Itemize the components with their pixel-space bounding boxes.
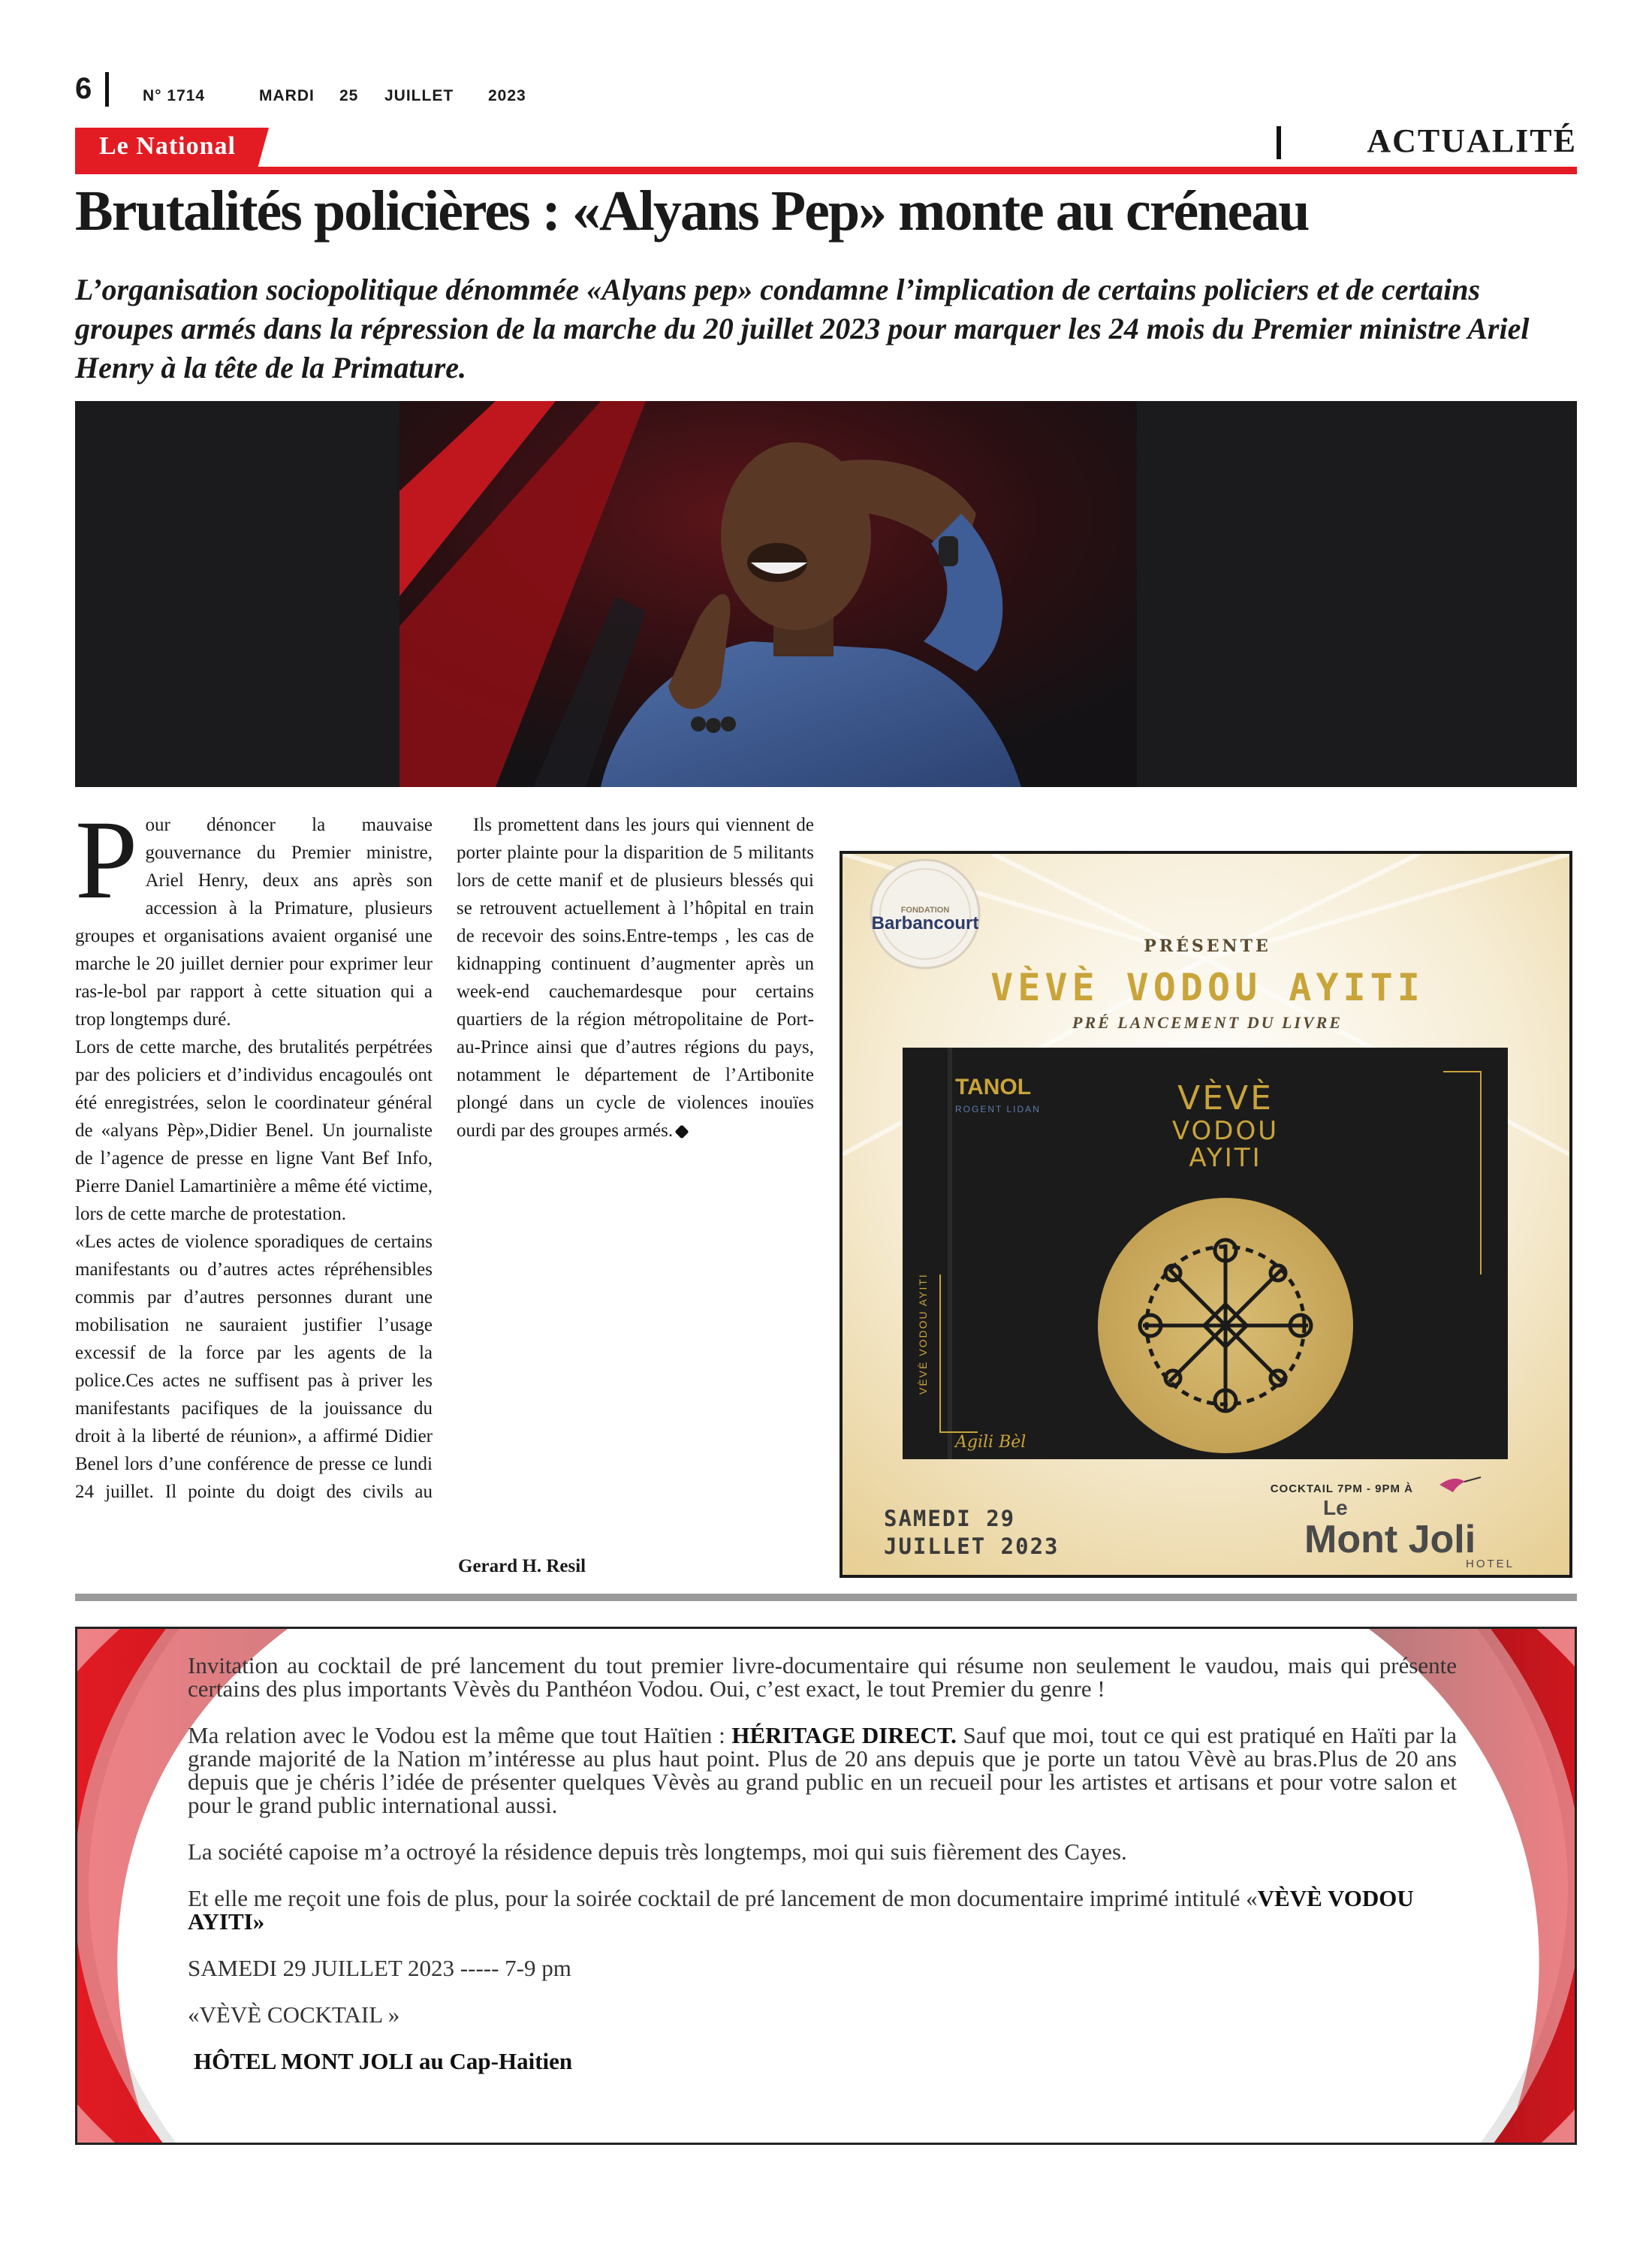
article-lead: L’organisation sociopolitique dénommée «Alyans pep» condamne l’implication de certains policiers et de certains groupes armés dans la répression de la marche du 20 juillet 2023 pour marquer les 24 mois du Premier ministre Ariel Henry à la tête de la Primature. xyxy=(75,273,1530,385)
page-number: 6 xyxy=(75,72,92,105)
invitation-paragraph-2c: Sauf que moi, tout ce qui est pratiqué en Haïti par la grande majorité de la Nation m’intéresse au plus haut point. Plus de 20 ans depuis que je porte un tatou Vèvè au bras.Plus de 20 ans depuis que je chéris l’idée de présenter quelques Vèvès au grand public en un recueil pour les artistes et artisans et pour votre salon et pour le grand public international aussi. xyxy=(188,1722,1457,1818)
poster-subtitle: PRÉ LANCEMENT DU LIVRE xyxy=(1072,1013,1343,1032)
article-byline: Gerard H. Resil xyxy=(458,1556,586,1576)
article-column-2 xyxy=(457,811,814,1145)
sponsor-foundation-label: FONDATION xyxy=(900,906,950,915)
cocktail-time: COCKTAIL 7PM - 9PM À xyxy=(1270,1482,1413,1495)
book-title-line-2: VODOU xyxy=(1171,1116,1280,1146)
book-title-mention: VÈVÈ VODOU AYITI» xyxy=(188,1885,1414,1935)
end-of-article-icon xyxy=(675,1125,689,1139)
drop-cap: P xyxy=(75,798,138,922)
invitation-paragraph-1: Invitation au cocktail de pré lancement du tout premier livre-documentaire qui résume non seulement le vaudou, mais qui présente certains des plus importants Vèvès du Panthéon Vodou. Oui, c’est exact, le tout Premier du genre ! xyxy=(188,1652,1457,1702)
invitation-paragraph-2a: Ma relation avec le Vodou est la même que tout Haïtien : xyxy=(188,1722,732,1748)
newspaper-brand: Le National xyxy=(99,132,236,160)
book-logo-sub: ROGENT LIDAN xyxy=(955,1104,1041,1114)
invitation-date: SAMEDI 29 JUILLET 2023 ----- 7-9 pm xyxy=(188,1955,571,1981)
event-poster xyxy=(840,851,1572,1578)
issue-year: 2023 xyxy=(488,87,526,104)
article-paragraph-4 xyxy=(457,811,814,1145)
hotel-name: Mont Joli xyxy=(1304,1518,1476,1561)
article-paragraph-1: our dénoncer la mauvaise gouvernance du Premier ministre, Ariel Henry, deux ans après son accession à la Primature, plusieurs groupes et organisations avaient organisé une marche le 20 juillet dernier pour exprimer leur ras-le-bol par rapport à cette situation qui a trop longtemps duré. xyxy=(75,815,433,1030)
hotel-word: HOTEL xyxy=(1465,1558,1515,1570)
invitation-paragraph-2 xyxy=(188,1724,1457,1817)
issue-date-day: 25 xyxy=(339,87,359,104)
sponsor-name: Barbancourt xyxy=(871,913,979,933)
book-logo: TANOL xyxy=(955,1075,1032,1099)
invitation-paragraph-3: La société capoise m’a octroyé la résidence depuis très longtemps, moi qui suis fièrement des Cayes. xyxy=(188,1838,1127,1865)
section-title: ACTUALITÉ xyxy=(1367,122,1577,159)
poster-date-line-2: JUILLET 2023 xyxy=(884,1534,1060,1559)
book-title-line-1: VÈVÈ xyxy=(1177,1079,1274,1117)
hotel-le: Le xyxy=(1323,1496,1348,1519)
page-number-divider xyxy=(105,72,109,107)
issue-day: MARDI xyxy=(259,87,315,104)
invitation-venue: HÔTEL MONT JOLI au Cap-Haitien xyxy=(194,2048,573,2074)
header-rule xyxy=(75,167,1577,174)
invitation-event-name: «VÈVÈ COCKTAIL » xyxy=(188,2001,400,2028)
poster-date-line-1: SAMEDI 29 xyxy=(884,1506,1016,1531)
article-column-1 xyxy=(75,798,433,1506)
poster-presents: PRÉSENTE xyxy=(1144,936,1271,956)
article-photo xyxy=(75,401,1577,787)
book-title-line-3: AYITI xyxy=(1189,1143,1262,1173)
section-divider xyxy=(1277,126,1281,159)
book-spine-title: VÈVÈ VODOU AYITI xyxy=(917,1273,929,1395)
poster-title: VÈVÈ VODOU AYITI xyxy=(990,966,1424,1009)
section-separator xyxy=(75,1594,1577,1601)
invitation-paragraph-4 xyxy=(188,1887,1457,1933)
invitation-text xyxy=(188,1654,1457,2096)
article-headline: Brutalités policières : «Alyans Pep» monte au créneau xyxy=(75,179,1309,243)
issue-number: N° 1714 xyxy=(143,87,206,104)
article-paragraph-4-text: Ils promettent dans les jours qui viennent de porter plainte pour la disparition de 5 militants lors de cette manif et de plusieurs blessés qui se retrouvent actuellement à l’hôpital en train de recevoir des soins.Entre-temps , les cas de kidnapping continuent d’augmenter après un week-end cauchemardesque pour certains quartiers de la région métropolitaine de Port-au-Prince ainsi que d’autres régions du pays, notamment le département de l’Artibonite plongé dans un cycle de violences inouïes ourdi par des groupes armés. xyxy=(457,815,814,1141)
book-signature: Agili Bèl xyxy=(955,1433,1026,1452)
heritage-direct: HÉRITAGE DIRECT. xyxy=(731,1722,957,1748)
article-paragraph-2: Lors de cette marche, des brutalités perpétrées par des policiers et d’individus encagoulés ont été enregistrées, selon le coordinateur général de «alyans Pèp»,Didier Benel. Un journaliste de l’agence de presse en ligne Vant Bef Info, Pierre Daniel Lamartinière a même été victime, lors de cette marche de protestation. xyxy=(75,1037,433,1224)
article-paragraph-3: «Les actes de violence sporadiques de certains manifestants ou d’autres actes répréhensibles commis par d’autres personnes durant une mobilisation ne sauraient justifier l’usage excessif de la force par les agents de la police.Ces actes ne suffisent pas à priver les manifestants pacifiques de la jouissance du droit à la liberté de réunion», a affirmé Didier Benel lors d’une conférence de presse ce lundi 24 juillet. Il pointe du doigt des civils au xyxy=(75,1232,433,1502)
issue-month: JUILLET xyxy=(384,87,454,104)
invitation-paragraph-4a: Et elle me reçoit une fois de plus, pour la soirée cocktail de pré lancement de mon documentaire imprimé intitulé « xyxy=(188,1885,1258,1911)
